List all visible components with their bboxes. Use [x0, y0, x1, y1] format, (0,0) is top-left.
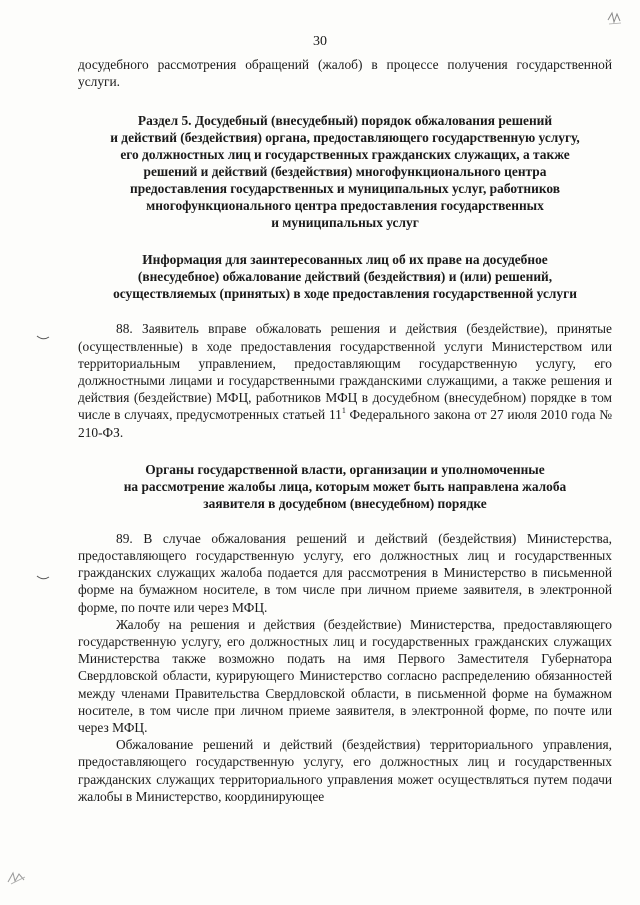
paragraph-88-tail: Федерального закона от 27 июля 2010 года № 210-ФЗ. — [78, 407, 613, 440]
paragraph-89-third: Обжалование решений и действий (бездействия) территориального управления, предоставляющего государственную услугу, его должностных лиц и государственных гражданских служащих территориального управления может осуществляться путем подачи жалобы в Министерство, координирующее — [78, 737, 612, 804]
section-heading-line: Раздел 5. Досудебный (внесудебный) порядок обжалования решений — [137, 113, 553, 129]
section-heading-line: предоставления государственных и муниципальных услуг, работников — [129, 181, 560, 197]
page-number: 30 — [313, 34, 327, 49]
intro-paragraph: досудебного рассмотрения обращений (жалоб) в процессе получения государственной услуги. — [78, 57, 612, 90]
paragraph-89-second: Жалобу на решения и действия (бездействие) Министерства, предоставляющего государственную услугу, его должностных лиц и государственных гражданских служащих Министерства также возможно подать на имя Первого Заместителя Губернатора Свердловской области, курирующего Министерство согласно распределению обязанностей между членами Правительства Свердловской области, в письменной форме на бумажном носителе, в том числе при личном приеме заявителя, в электронной форме, по почте или через МФЦ. — [78, 616, 612, 736]
section-heading-line: и действий (бездействия) органа, предоставляющего государственную услугу, — [110, 130, 580, 146]
section-heading — [78, 112, 612, 231]
subheading-line: на рассмотрение жалобы лица, которым может быть направлена жалоба — [123, 478, 567, 494]
paragraph-88-text: 88. Заявитель вправе обжаловать решения и действия (бездействие), принятые (осуществленные) в ходе предоставления государственной услуги Министерством или территориальным управлением, предоставляющим государственную услугу, его должностными лицами и государственными гражданскими служащими, а также решения и действия (бездействие) МФЦ, работников МФЦ в досудебном (внесудебном) порядке в том числе в случаях, предусмотренных статьей 11 — [78, 321, 612, 423]
subheading-line: осуществляемых (принятых) в ходе предоставления государственной услуги — [113, 286, 577, 302]
document-body — [78, 56, 612, 805]
subheading-complaint-bodies — [78, 461, 612, 512]
paragraph-89: 89. В случае обжалования решений и действий (бездействия) Министерства, предоставляющего государственную услугу, его должностных лиц и государственных гражданских служащих жалоба подается для рассмотрения в Министерство в письменной форме на бумажном носителе, в том числе при личном приеме заявителя, в электронной форме, по почте или через МФЦ. — [78, 530, 612, 615]
subheading-line: Информация для заинтересованных лиц об их праве на досудебное — [142, 252, 548, 268]
subheading-appeal-rights — [78, 251, 612, 302]
section-heading-line: решений и действий (бездействия) многофункционального центра — [143, 164, 547, 180]
section-heading-line: многофункционального центра предоставления государственных — [146, 198, 544, 214]
footnote-superscript: 1 — [341, 406, 346, 416]
margin-tick-mark — [36, 335, 50, 341]
subheading-line: заявителя в досудебном (внесудебном) порядке — [203, 495, 487, 511]
bottom-scribble-mark — [6, 868, 28, 886]
section-heading-line: и муниципальных услуг — [271, 215, 419, 231]
subheading-line: (внесудебное) обжалование действий (бездействия) и (или) решений, — [137, 269, 553, 285]
corner-scribble-mark — [606, 10, 624, 26]
paragraph-88 — [78, 320, 612, 440]
section-heading-line: его должностных лиц и государственных гражданских служащих, а также — [120, 147, 570, 163]
margin-tick-mark — [36, 575, 50, 581]
subheading-line: Органы государственной власти, организации и уполномоченные — [145, 461, 545, 477]
